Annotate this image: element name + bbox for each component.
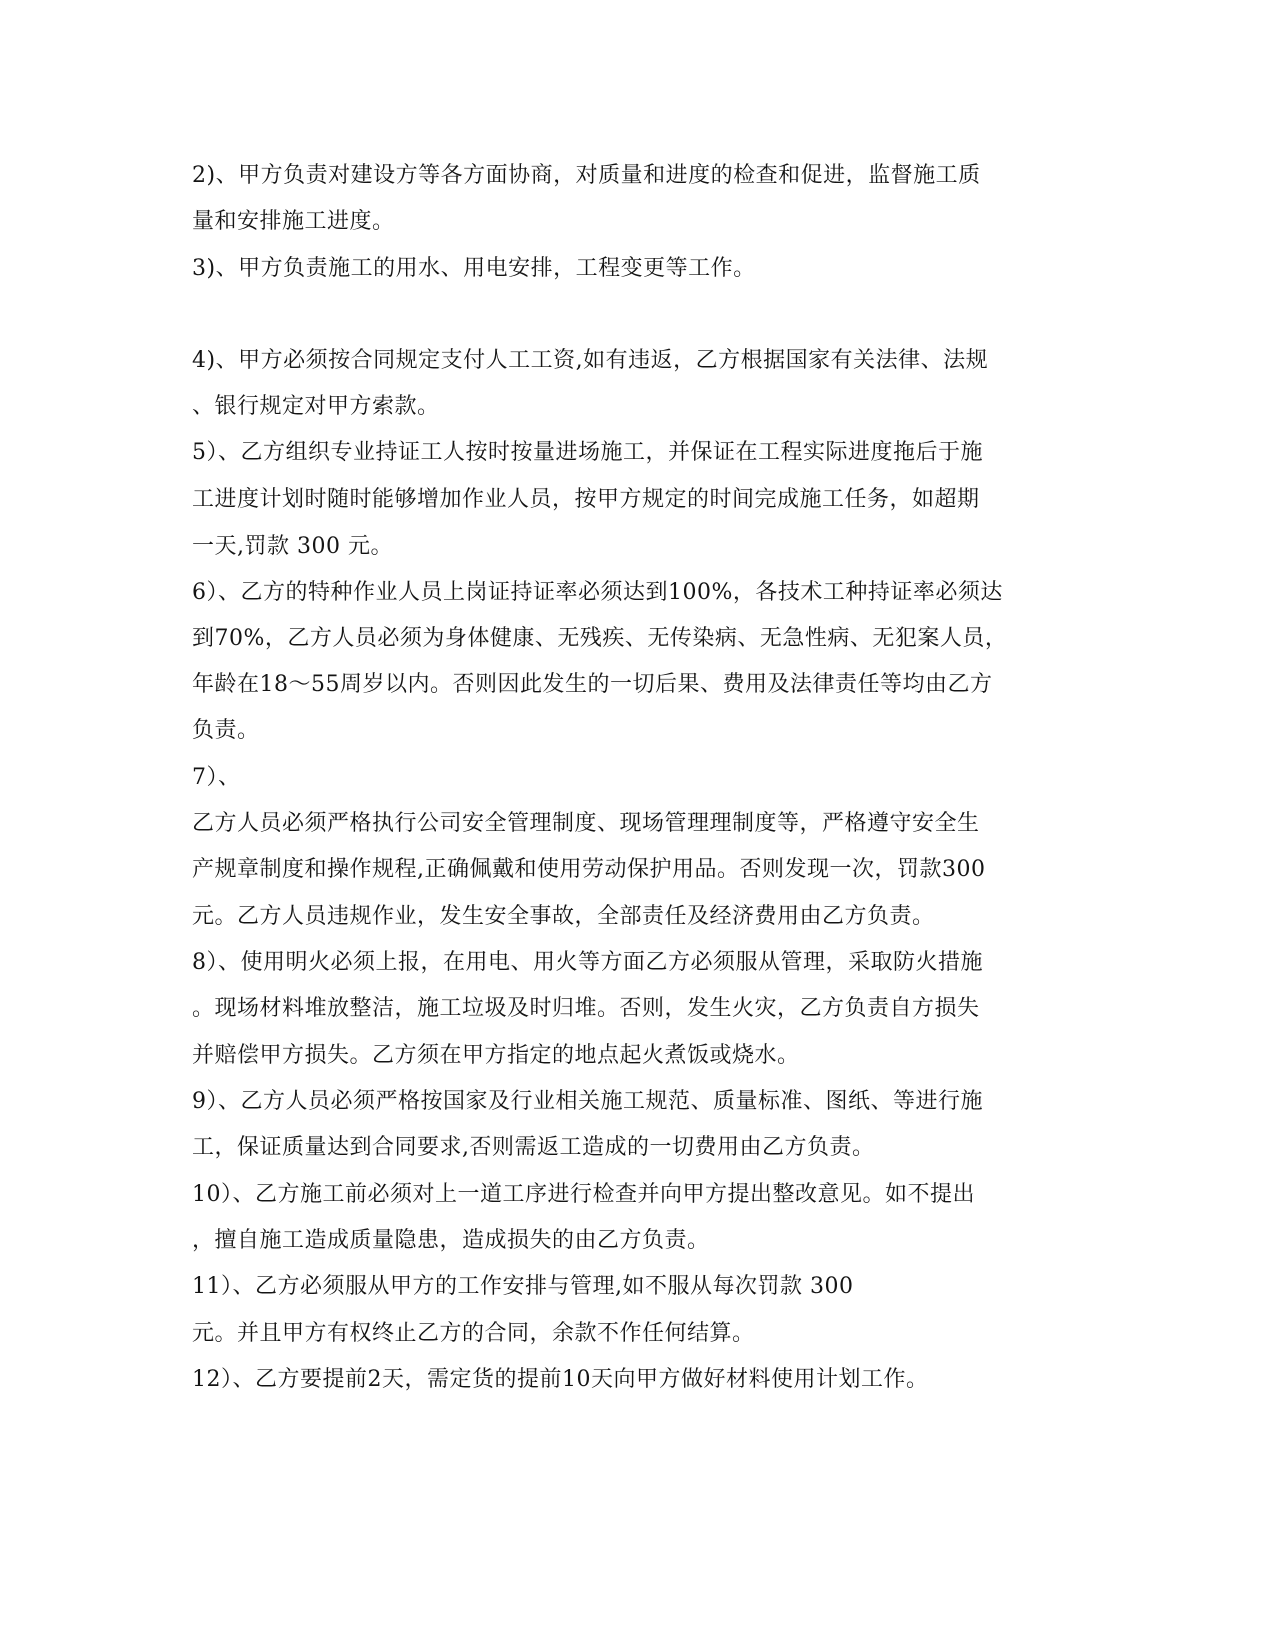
text-line: 、银行规定对甲方索款。 xyxy=(192,394,440,419)
text-line: 负责。 xyxy=(192,718,260,743)
text-line: 7）、 xyxy=(192,765,241,790)
text-line: 2)、甲方负责对建设方等各方面协商，对质量和进度的检查和促进，监督施工质 xyxy=(192,163,981,188)
text-line: 8）、使用明火必须上报，在用电、用火等方面乙方必须服从管理，采取防火措施 xyxy=(192,950,983,975)
text-line: 6）、乙方的特种作业人员上岗证持证率必须达到100%，各技术工种持证率必须达 xyxy=(192,580,1003,605)
text-line: 4)、甲方必须按合同规定支付人工工资,如有违返，乙方根据国家有关法律、法规 xyxy=(192,348,989,373)
text-line: 工，保证质量达到合同要求,否则需返工造成的一切费用由乙方负责。 xyxy=(192,1135,875,1160)
text-line: 一天,罚款 300 元。 xyxy=(192,534,393,559)
text-line: 12）、乙方要提前2天，需定货的提前10天向甲方做好材料使用计划工作。 xyxy=(192,1367,929,1392)
text-line: 11）、乙方必须服从甲方的工作安排与管理,如不服从每次罚款 300 xyxy=(192,1274,854,1299)
text-line: 乙方人员必须严格执行公司安全管理制度、现场管理理制度等，严格遵守安全生 xyxy=(192,811,980,836)
text-line: 9）、乙方人员必须严格按国家及行业相关施工规范、质量标准、图纸、等进行施 xyxy=(192,1089,983,1114)
text-line: 3)、甲方负责施工的用水、用电安排，工程变更等工作。 xyxy=(192,256,756,281)
text-line: 。现场材料堆放整洁，施工垃圾及时归堆。否则，发生火灾，乙方负责自方损失 xyxy=(192,996,980,1021)
text-line: 到70%，乙方人员必须为身体健康、无残疾、无传染病、无急性病、无犯案人员， xyxy=(192,626,1008,651)
text-line: 元。乙方人员违规作业，发生安全事故，全部责任及经济费用由乙方负责。 xyxy=(192,904,935,929)
text-line: 产规章制度和操作规程,正确佩戴和使用劳动保护用品。否则发现一次，罚款300 xyxy=(192,857,986,882)
text-line: 10）、乙方施工前必须对上一道工序进行检查并向甲方提出整改意见。如不提出 xyxy=(192,1182,975,1207)
text-line: 量和安排施工进度。 xyxy=(192,209,395,234)
text-line: 并赔偿甲方损失。乙方须在甲方指定的地点起火煮饭或烧水。 xyxy=(192,1043,800,1068)
text-line: 年龄在18～55周岁以内。否则因此发生的一切后果、费用及法律责任等均由乙方 xyxy=(192,672,993,697)
text-line: 元。并且甲方有权终止乙方的合同，余款不作任何结算。 xyxy=(192,1321,755,1346)
text-line: 5）、乙方组织专业持证工人按时按量进场施工，并保证在工程实际进度拖后于施 xyxy=(192,440,983,465)
text-line: 工进度计划时随时能够增加作业人员，按甲方规定的时间完成施工任务，如超期 xyxy=(192,487,980,512)
text-line: ，擅自施工造成质量隐患，造成损失的由乙方负责。 xyxy=(192,1228,710,1253)
